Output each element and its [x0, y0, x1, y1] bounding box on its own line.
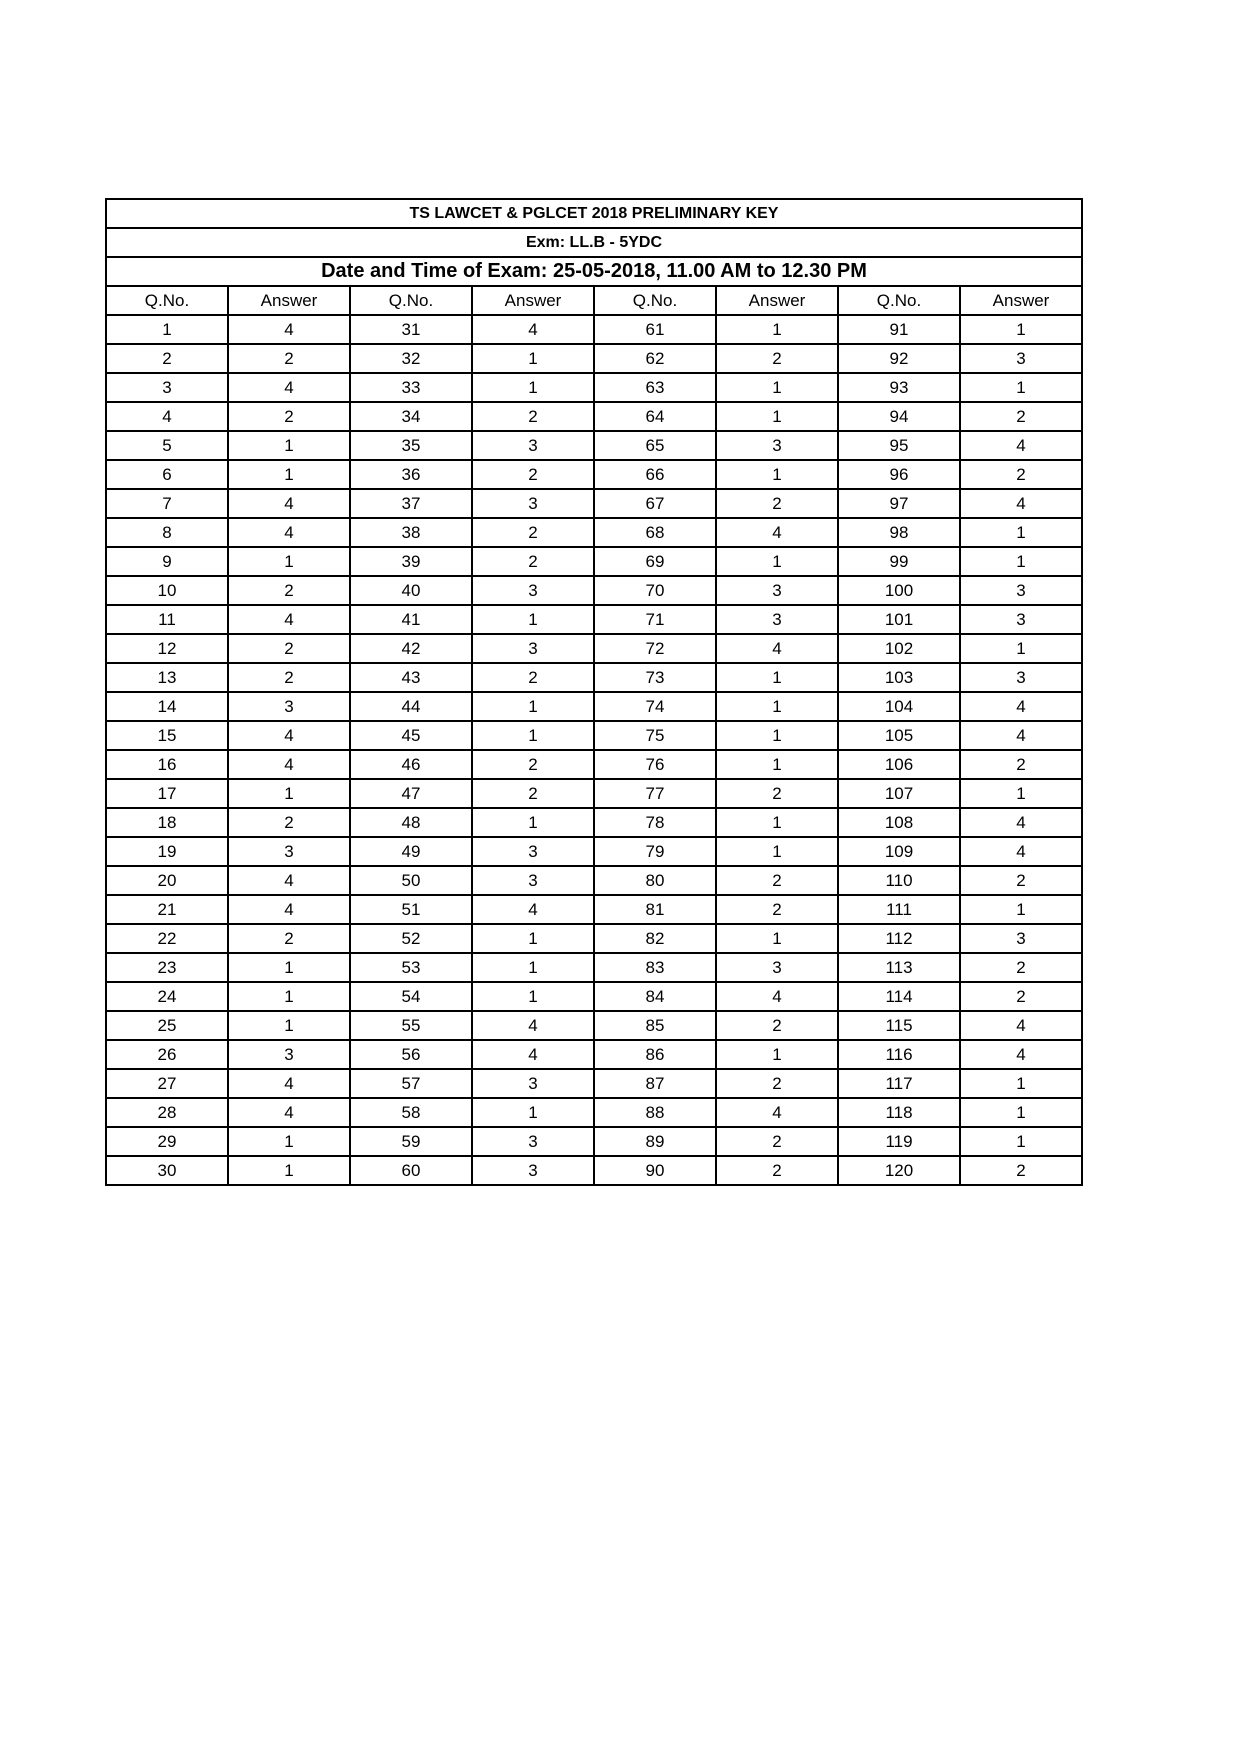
answer-cell: 3	[472, 634, 594, 663]
answer-cell: 3	[472, 489, 594, 518]
answer-cell: 3	[960, 663, 1082, 692]
question-number-cell: 49	[350, 837, 472, 866]
answer-cell: 1	[716, 924, 838, 953]
table-row	[106, 1127, 1082, 1156]
answer-cell: 4	[228, 315, 350, 344]
question-number-cell: 2	[106, 344, 228, 373]
answer-cell: 1	[472, 953, 594, 982]
question-number-cell: 14	[106, 692, 228, 721]
table-row	[106, 692, 1082, 721]
question-number-cell: 83	[594, 953, 716, 982]
answer-cell: 1	[716, 315, 838, 344]
answer-cell: 2	[228, 808, 350, 837]
answer-cell: 4	[472, 895, 594, 924]
answer-cell: 2	[716, 1156, 838, 1185]
question-number-cell: 27	[106, 1069, 228, 1098]
question-number-cell: 19	[106, 837, 228, 866]
answer-cell: 1	[716, 373, 838, 402]
column-header-row	[106, 286, 1082, 315]
question-number-cell: 66	[594, 460, 716, 489]
answer-cell: 2	[960, 1156, 1082, 1185]
answer-cell: 2	[716, 1127, 838, 1156]
answer-key-sheet	[105, 198, 1083, 1186]
question-number-cell: 80	[594, 866, 716, 895]
question-number-cell: 91	[838, 315, 960, 344]
question-number-cell: 4	[106, 402, 228, 431]
question-number-cell: 107	[838, 779, 960, 808]
answer-cell: 1	[960, 518, 1082, 547]
question-number-cell: 26	[106, 1040, 228, 1069]
question-number-cell: 106	[838, 750, 960, 779]
answer-cell: 2	[960, 402, 1082, 431]
answer-cell: 4	[960, 721, 1082, 750]
question-number-cell: 48	[350, 808, 472, 837]
answer-cell: 1	[472, 373, 594, 402]
answer-cell: 3	[716, 431, 838, 460]
answer-cell: 3	[960, 605, 1082, 634]
question-number-cell: 5	[106, 431, 228, 460]
question-number-cell: 86	[594, 1040, 716, 1069]
question-number-cell: 74	[594, 692, 716, 721]
table-row	[106, 1156, 1082, 1185]
question-number-cell: 12	[106, 634, 228, 663]
answer-cell: 3	[960, 344, 1082, 373]
answer-cell: 2	[716, 344, 838, 373]
answer-cell: 1	[960, 373, 1082, 402]
question-number-cell: 33	[350, 373, 472, 402]
answer-cell: 4	[716, 982, 838, 1011]
question-number-cell: 81	[594, 895, 716, 924]
column-header: Answer	[228, 286, 350, 315]
question-number-cell: 28	[106, 1098, 228, 1127]
question-number-cell: 78	[594, 808, 716, 837]
question-number-cell: 119	[838, 1127, 960, 1156]
question-number-cell: 43	[350, 663, 472, 692]
table-row	[106, 634, 1082, 663]
question-number-cell: 57	[350, 1069, 472, 1098]
answer-cell: 3	[472, 431, 594, 460]
table-row	[106, 663, 1082, 692]
question-number-cell: 29	[106, 1127, 228, 1156]
answer-cell: 1	[472, 344, 594, 373]
answer-cell: 3	[716, 953, 838, 982]
question-number-cell: 115	[838, 1011, 960, 1040]
table-row	[106, 837, 1082, 866]
answer-cell: 1	[716, 663, 838, 692]
answer-cell: 2	[472, 402, 594, 431]
title-row	[106, 199, 1082, 228]
answer-cell: 2	[960, 750, 1082, 779]
answer-cell: 3	[472, 1127, 594, 1156]
answer-cell: 2	[472, 547, 594, 576]
answer-cell: 3	[228, 837, 350, 866]
question-number-cell: 58	[350, 1098, 472, 1127]
answer-cell: 1	[472, 605, 594, 634]
question-number-cell: 64	[594, 402, 716, 431]
question-number-cell: 69	[594, 547, 716, 576]
question-number-cell: 100	[838, 576, 960, 605]
answer-cell: 4	[716, 518, 838, 547]
answer-cell: 2	[960, 460, 1082, 489]
question-number-cell: 112	[838, 924, 960, 953]
question-number-cell: 23	[106, 953, 228, 982]
question-number-cell: 77	[594, 779, 716, 808]
question-number-cell: 20	[106, 866, 228, 895]
answer-cell: 1	[960, 1127, 1082, 1156]
question-number-cell: 50	[350, 866, 472, 895]
answer-cell: 1	[228, 1011, 350, 1040]
exam-datetime: Date and Time of Exam: 25-05-2018, 11.00 AM to 12.30 PM	[106, 257, 1082, 286]
question-number-cell: 92	[838, 344, 960, 373]
answer-cell: 2	[228, 344, 350, 373]
table-row	[106, 982, 1082, 1011]
answer-cell: 3	[960, 576, 1082, 605]
answer-cell: 1	[228, 1127, 350, 1156]
question-number-cell: 72	[594, 634, 716, 663]
answer-cell: 3	[716, 576, 838, 605]
answer-cell: 2	[960, 866, 1082, 895]
answer-cell: 1	[716, 402, 838, 431]
table-row	[106, 344, 1082, 373]
question-number-cell: 111	[838, 895, 960, 924]
table-row	[106, 808, 1082, 837]
question-number-cell: 7	[106, 489, 228, 518]
question-number-cell: 34	[350, 402, 472, 431]
question-number-cell: 103	[838, 663, 960, 692]
question-number-cell: 38	[350, 518, 472, 547]
answer-cell: 1	[228, 460, 350, 489]
question-number-cell: 9	[106, 547, 228, 576]
question-number-cell: 71	[594, 605, 716, 634]
question-number-cell: 93	[838, 373, 960, 402]
answer-cell: 4	[472, 1011, 594, 1040]
answer-cell: 1	[716, 750, 838, 779]
answer-cell: 1	[472, 808, 594, 837]
question-number-cell: 31	[350, 315, 472, 344]
question-number-cell: 94	[838, 402, 960, 431]
question-number-cell: 90	[594, 1156, 716, 1185]
question-number-cell: 61	[594, 315, 716, 344]
question-number-cell: 37	[350, 489, 472, 518]
question-number-cell: 42	[350, 634, 472, 663]
column-header: Q.No.	[838, 286, 960, 315]
column-header: Answer	[716, 286, 838, 315]
table-row	[106, 866, 1082, 895]
table-row	[106, 895, 1082, 924]
answer-cell: 2	[472, 750, 594, 779]
answer-cell: 2	[716, 866, 838, 895]
answer-cell: 1	[472, 721, 594, 750]
question-number-cell: 21	[106, 895, 228, 924]
answer-cell: 4	[472, 315, 594, 344]
answer-rows	[106, 315, 1082, 1185]
question-number-cell: 95	[838, 431, 960, 460]
answer-cell: 1	[960, 315, 1082, 344]
question-number-cell: 56	[350, 1040, 472, 1069]
answer-cell: 1	[960, 895, 1082, 924]
question-number-cell: 11	[106, 605, 228, 634]
answer-cell: 2	[472, 779, 594, 808]
answer-cell: 4	[228, 866, 350, 895]
question-number-cell: 51	[350, 895, 472, 924]
answer-cell: 2	[716, 779, 838, 808]
table-row	[106, 315, 1082, 344]
question-number-cell: 52	[350, 924, 472, 953]
question-number-cell: 62	[594, 344, 716, 373]
question-number-cell: 44	[350, 692, 472, 721]
question-number-cell: 110	[838, 866, 960, 895]
answer-cell: 4	[228, 605, 350, 634]
table-header	[106, 199, 1082, 315]
answer-cell: 3	[472, 576, 594, 605]
question-number-cell: 30	[106, 1156, 228, 1185]
answer-cell: 4	[960, 808, 1082, 837]
answer-cell: 2	[716, 1069, 838, 1098]
question-number-cell: 73	[594, 663, 716, 692]
answer-cell: 1	[960, 634, 1082, 663]
table-row	[106, 547, 1082, 576]
question-number-cell: 87	[594, 1069, 716, 1098]
answer-cell: 4	[472, 1040, 594, 1069]
question-number-cell: 36	[350, 460, 472, 489]
answer-cell: 3	[472, 866, 594, 895]
question-number-cell: 118	[838, 1098, 960, 1127]
question-number-cell: 55	[350, 1011, 472, 1040]
table-row	[106, 402, 1082, 431]
question-number-cell: 109	[838, 837, 960, 866]
question-number-cell: 98	[838, 518, 960, 547]
question-number-cell: 105	[838, 721, 960, 750]
answer-cell: 1	[472, 924, 594, 953]
question-number-cell: 3	[106, 373, 228, 402]
answer-cell: 1	[472, 1098, 594, 1127]
table-row	[106, 489, 1082, 518]
answer-cell: 4	[228, 373, 350, 402]
column-header: Q.No.	[350, 286, 472, 315]
question-number-cell: 117	[838, 1069, 960, 1098]
question-number-cell: 116	[838, 1040, 960, 1069]
question-number-cell: 6	[106, 460, 228, 489]
table-row	[106, 1011, 1082, 1040]
table-row	[106, 750, 1082, 779]
question-number-cell: 68	[594, 518, 716, 547]
table-row	[106, 373, 1082, 402]
question-number-cell: 40	[350, 576, 472, 605]
question-number-cell: 99	[838, 547, 960, 576]
question-number-cell: 18	[106, 808, 228, 837]
question-number-cell: 25	[106, 1011, 228, 1040]
datetime-row	[106, 257, 1082, 286]
answer-cell: 1	[716, 1040, 838, 1069]
answer-cell: 2	[960, 982, 1082, 1011]
exam-row	[106, 228, 1082, 257]
answer-cell: 2	[228, 663, 350, 692]
column-header: Answer	[960, 286, 1082, 315]
answer-cell: 1	[960, 779, 1082, 808]
answer-cell: 1	[716, 547, 838, 576]
answer-cell: 1	[716, 808, 838, 837]
table-row	[106, 1069, 1082, 1098]
question-number-cell: 102	[838, 634, 960, 663]
answer-cell: 1	[960, 1069, 1082, 1098]
answer-cell: 1	[228, 982, 350, 1011]
answer-cell: 2	[472, 460, 594, 489]
answer-cell: 2	[960, 953, 1082, 982]
table-row	[106, 1098, 1082, 1127]
question-number-cell: 54	[350, 982, 472, 1011]
answer-cell: 4	[228, 721, 350, 750]
answer-cell: 3	[960, 924, 1082, 953]
answer-cell: 1	[472, 982, 594, 1011]
question-number-cell: 113	[838, 953, 960, 982]
answer-cell: 4	[960, 431, 1082, 460]
answer-cell: 1	[960, 1098, 1082, 1127]
question-number-cell: 76	[594, 750, 716, 779]
answer-cell: 1	[228, 953, 350, 982]
question-number-cell: 8	[106, 518, 228, 547]
answer-cell: 4	[960, 692, 1082, 721]
question-number-cell: 104	[838, 692, 960, 721]
question-number-cell: 39	[350, 547, 472, 576]
document-title: TS LAWCET & PGLCET 2018 PRELIMINARY KEY	[106, 199, 1082, 228]
answer-cell: 3	[228, 1040, 350, 1069]
question-number-cell: 1	[106, 315, 228, 344]
column-header: Q.No.	[594, 286, 716, 315]
question-number-cell: 65	[594, 431, 716, 460]
question-number-cell: 89	[594, 1127, 716, 1156]
question-number-cell: 35	[350, 431, 472, 460]
question-number-cell: 17	[106, 779, 228, 808]
question-number-cell: 97	[838, 489, 960, 518]
question-number-cell: 16	[106, 750, 228, 779]
table-row	[106, 779, 1082, 808]
question-number-cell: 79	[594, 837, 716, 866]
question-number-cell: 53	[350, 953, 472, 982]
answer-cell: 1	[960, 547, 1082, 576]
question-number-cell: 67	[594, 489, 716, 518]
answer-cell: 2	[228, 576, 350, 605]
question-number-cell: 70	[594, 576, 716, 605]
answer-cell: 3	[472, 837, 594, 866]
answer-cell: 2	[716, 489, 838, 518]
answer-cell: 4	[228, 489, 350, 518]
answer-cell: 4	[716, 1098, 838, 1127]
table-row	[106, 953, 1082, 982]
answer-cell: 3	[716, 605, 838, 634]
table-row	[106, 605, 1082, 634]
answer-cell: 1	[228, 547, 350, 576]
answer-cell: 2	[228, 402, 350, 431]
question-number-cell: 59	[350, 1127, 472, 1156]
question-number-cell: 47	[350, 779, 472, 808]
answer-cell: 2	[716, 1011, 838, 1040]
question-number-cell: 75	[594, 721, 716, 750]
question-number-cell: 96	[838, 460, 960, 489]
question-number-cell: 32	[350, 344, 472, 373]
question-number-cell: 82	[594, 924, 716, 953]
column-header: Q.No.	[106, 286, 228, 315]
table-row	[106, 576, 1082, 605]
question-number-cell: 10	[106, 576, 228, 605]
question-number-cell: 120	[838, 1156, 960, 1185]
table-row	[106, 1040, 1082, 1069]
table-row	[106, 460, 1082, 489]
answer-cell: 4	[960, 489, 1082, 518]
answer-cell: 2	[472, 518, 594, 547]
question-number-cell: 22	[106, 924, 228, 953]
answer-cell: 3	[472, 1069, 594, 1098]
answer-cell: 3	[472, 1156, 594, 1185]
answer-cell: 3	[228, 692, 350, 721]
question-number-cell: 13	[106, 663, 228, 692]
answer-cell: 1	[472, 692, 594, 721]
exam-name: Exm: LL.B - 5YDC	[106, 228, 1082, 257]
table-row	[106, 721, 1082, 750]
question-number-cell: 101	[838, 605, 960, 634]
answer-cell: 1	[716, 460, 838, 489]
question-number-cell: 15	[106, 721, 228, 750]
question-number-cell: 108	[838, 808, 960, 837]
question-number-cell: 46	[350, 750, 472, 779]
table-row	[106, 431, 1082, 460]
question-number-cell: 63	[594, 373, 716, 402]
answer-cell: 1	[716, 837, 838, 866]
question-number-cell: 84	[594, 982, 716, 1011]
answer-cell: 1	[716, 721, 838, 750]
question-number-cell: 60	[350, 1156, 472, 1185]
question-number-cell: 88	[594, 1098, 716, 1127]
answer-cell: 4	[960, 837, 1082, 866]
answer-cell: 4	[228, 1098, 350, 1127]
table-row	[106, 518, 1082, 547]
answer-cell: 1	[228, 779, 350, 808]
answer-cell: 4	[228, 750, 350, 779]
question-number-cell: 114	[838, 982, 960, 1011]
answer-cell: 4	[228, 1069, 350, 1098]
answer-key-table	[105, 198, 1083, 1186]
answer-cell: 4	[716, 634, 838, 663]
question-number-cell: 85	[594, 1011, 716, 1040]
question-number-cell: 45	[350, 721, 472, 750]
table-row	[106, 924, 1082, 953]
answer-cell: 2	[228, 634, 350, 663]
answer-cell: 4	[960, 1040, 1082, 1069]
answer-cell: 2	[716, 895, 838, 924]
answer-cell: 1	[228, 1156, 350, 1185]
answer-cell: 4	[228, 518, 350, 547]
answer-cell: 4	[960, 1011, 1082, 1040]
column-header: Answer	[472, 286, 594, 315]
question-number-cell: 24	[106, 982, 228, 1011]
answer-cell: 4	[228, 895, 350, 924]
answer-cell: 2	[472, 663, 594, 692]
answer-cell: 2	[228, 924, 350, 953]
answer-cell: 1	[716, 692, 838, 721]
question-number-cell: 41	[350, 605, 472, 634]
answer-cell: 1	[228, 431, 350, 460]
